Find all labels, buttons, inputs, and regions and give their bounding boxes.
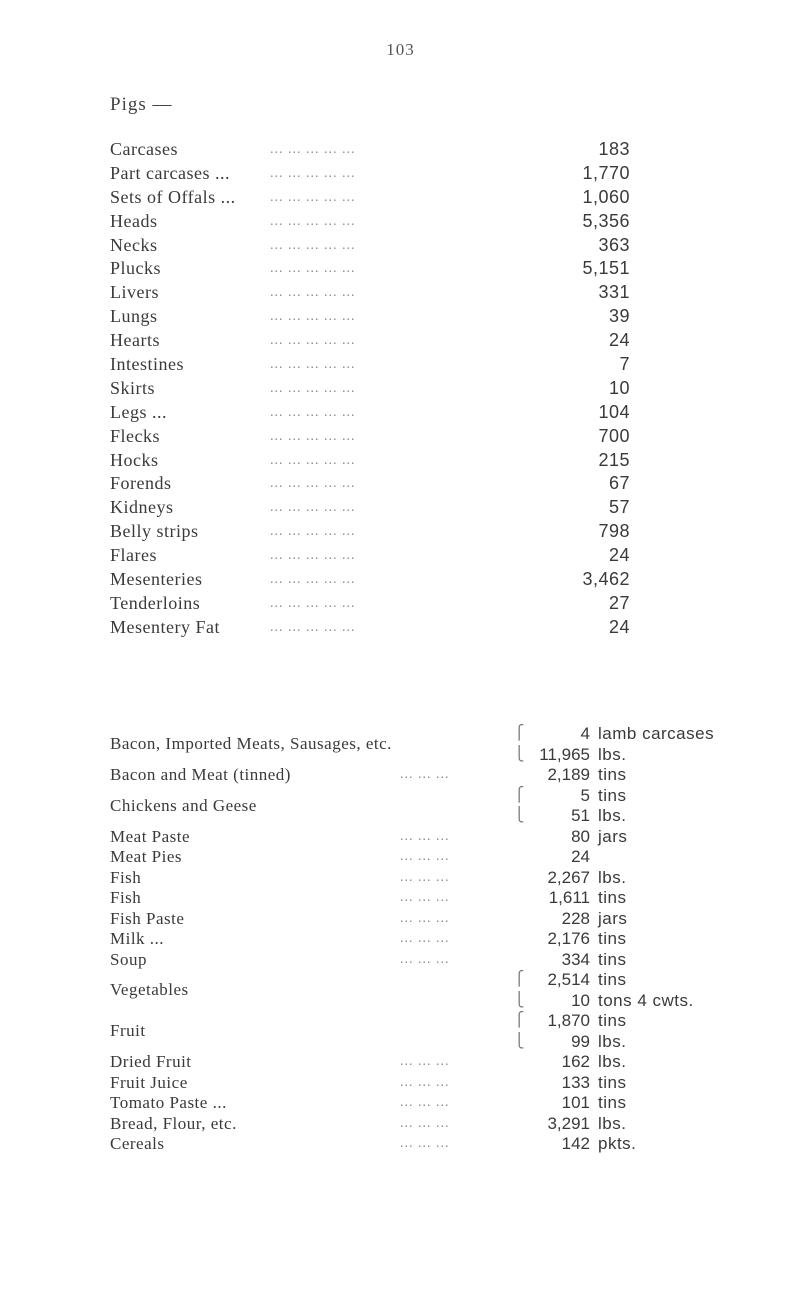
misc-row	[110, 1134, 800, 1155]
item-count: 39	[608, 306, 630, 327]
item-label: Soup	[110, 949, 147, 969]
item-count: 5,356	[582, 210, 630, 231]
dot-leader: ... ... ... ... ...	[270, 165, 356, 181]
misc-row	[110, 1093, 800, 1114]
item-label: Cereals	[110, 1134, 165, 1153]
pigs-row	[110, 568, 630, 592]
item-unit: tons 4 cwts.	[598, 990, 694, 1010]
dot-leader: ... ... ... ... ...	[270, 524, 356, 540]
misc-table	[110, 724, 800, 1155]
item-count: 67	[608, 473, 630, 494]
brace-mark: ⎩	[514, 1033, 525, 1049]
item-label: Tomato Paste ...	[110, 1093, 227, 1112]
dot-leader: ... ... ... ... ...	[270, 619, 356, 635]
dot-leader: ... ... ... ... ...	[270, 595, 356, 611]
dot-leader: ... ... ...	[400, 1074, 450, 1090]
item-label: Carcases	[110, 139, 178, 159]
pigs-row	[110, 592, 630, 616]
dot-leader: ... ... ...	[400, 1095, 450, 1110]
item-unit: lbs.	[598, 1052, 627, 1071]
item-count: 24	[608, 330, 630, 351]
misc-row	[110, 909, 800, 930]
item-unit: tins	[598, 929, 627, 948]
dot-leader: ... ... ... ... ...	[270, 500, 356, 516]
dot-leader: ... ... ...	[400, 890, 450, 905]
misc-row	[110, 970, 800, 1011]
item-label: Plucks	[110, 258, 162, 279]
item-quantity: 4	[580, 724, 590, 743]
item-unit: jars	[598, 826, 628, 846]
pigs-row	[110, 449, 630, 473]
dot-leader: ... ... ... ... ...	[270, 142, 356, 157]
misc-row	[110, 827, 800, 848]
item-label: Lungs	[110, 306, 158, 327]
pigs-row	[110, 401, 630, 425]
item-count: 798	[598, 521, 630, 542]
misc-row	[110, 1073, 800, 1094]
brace-mark: ⎩	[514, 746, 525, 762]
item-quantity: 101	[561, 1093, 590, 1112]
dot-leader: ... ... ...	[400, 931, 450, 946]
item-label: Bacon, Imported Meats, Sausages, etc.	[110, 734, 392, 754]
item-label: Milk ...	[110, 929, 165, 948]
item-label: Flecks	[110, 425, 160, 446]
misc-row	[110, 929, 800, 950]
item-unit: tins	[598, 765, 627, 784]
item-unit: lbs.	[598, 744, 627, 764]
item-quantity: 334	[561, 949, 590, 969]
misc-row	[110, 1114, 800, 1135]
item-count: 183	[598, 139, 630, 159]
item-unit: tins	[598, 949, 627, 969]
item-count: 5,151	[582, 258, 630, 279]
item-unit: tins	[598, 1072, 627, 1092]
dot-leader: ... ... ...	[400, 828, 450, 844]
item-count: 104	[598, 401, 630, 422]
item-label: Meat Pies	[110, 847, 183, 866]
item-quantity: 51	[571, 806, 590, 825]
item-label: Bread, Flour, etc.	[110, 1113, 237, 1133]
item-count: 27	[608, 592, 630, 613]
dot-leader: ... ... ...	[400, 849, 450, 864]
item-count: 1,770	[582, 162, 630, 183]
pigs-row	[110, 377, 630, 401]
item-quantity: 228	[561, 908, 590, 928]
pigs-row	[110, 425, 630, 449]
item-unit: lamb carcases	[598, 724, 715, 743]
item-label: Fruit	[110, 1021, 146, 1041]
item-label: Fruit Juice	[110, 1072, 188, 1092]
item-count: 10	[608, 377, 630, 398]
item-count: 57	[608, 497, 630, 518]
item-quantity: 11,965	[539, 744, 590, 764]
item-label: Heads	[110, 210, 158, 231]
pigs-row	[110, 210, 630, 234]
item-label: Bacon and Meat (tinned)	[110, 765, 291, 784]
item-unit: tins	[598, 1011, 627, 1030]
pigs-row	[110, 496, 630, 520]
pigs-row	[110, 234, 630, 258]
dot-leader: ... ... ...	[400, 1136, 450, 1151]
item-unit: pkts.	[598, 1134, 637, 1153]
item-quantity: 133	[561, 1072, 590, 1092]
item-quantity: 142	[561, 1134, 590, 1153]
dot-leader: ... ... ...	[400, 869, 450, 885]
item-quantity: 24	[571, 847, 590, 866]
item-label: Chickens and Geese	[110, 795, 257, 815]
brace-mark: ⎩	[514, 992, 525, 1008]
brace-mark: ⎧	[514, 726, 525, 741]
misc-row	[110, 868, 800, 889]
item-quantity: 162	[561, 1052, 590, 1071]
dot-leader: ... ... ... ... ...	[270, 548, 356, 564]
dot-leader: ... ... ... ... ...	[270, 333, 356, 349]
item-unit: tins	[598, 785, 627, 805]
item-count: 3,462	[582, 569, 630, 590]
dot-leader: ... ... ...	[400, 910, 450, 926]
item-unit: tins	[598, 888, 627, 907]
item-label: Livers	[110, 282, 159, 303]
item-quantity: 1,870	[547, 1011, 590, 1030]
misc-row	[110, 724, 800, 765]
dot-leader: ... ... ...	[400, 1054, 450, 1069]
pigs-row	[110, 472, 630, 496]
item-quantity: 2,514	[547, 970, 590, 989]
item-label: Fish	[110, 867, 142, 887]
item-label: Skirts	[110, 377, 156, 398]
item-count: 24	[608, 616, 630, 637]
pigs-row	[110, 162, 630, 186]
item-label: Sets of Offals ...	[110, 186, 236, 207]
dot-leader: ... ... ... ... ...	[270, 380, 356, 396]
misc-row	[110, 765, 800, 786]
item-count: 215	[598, 449, 630, 470]
dot-leader: ... ... ... ... ...	[270, 452, 356, 468]
item-quantity: 2,189	[547, 765, 590, 784]
pigs-row	[110, 138, 630, 162]
item-count: 1,060	[582, 186, 630, 207]
pigs-row	[110, 305, 630, 329]
item-quantity: 2,176	[547, 929, 590, 948]
item-quantity: 10	[571, 990, 590, 1010]
section-heading: Pigs —	[110, 94, 173, 115]
dot-leader: ... ... ...	[400, 951, 450, 967]
item-unit: tins	[598, 970, 627, 989]
item-count: 700	[598, 425, 630, 446]
misc-row	[110, 786, 800, 827]
item-label: Fish	[110, 888, 142, 907]
dot-leader: ... ... ... ... ...	[270, 261, 356, 277]
dot-leader: ... ... ... ... ...	[270, 572, 356, 588]
item-unit: lbs.	[598, 867, 627, 887]
pigs-row	[110, 353, 630, 377]
item-label: Tenderloins	[110, 592, 201, 613]
misc-row	[110, 847, 800, 868]
dot-leader: ... ... ... ... ...	[270, 476, 356, 492]
item-label: Dried Fruit	[110, 1052, 192, 1071]
dot-leader: ... ... ... ... ...	[270, 404, 356, 420]
brace-mark: ⎧	[514, 1013, 525, 1028]
item-label: Mesentery Fat	[110, 616, 220, 637]
item-count: 7	[619, 354, 630, 375]
pigs-row	[110, 186, 630, 210]
item-label: Part carcases ...	[110, 162, 230, 183]
dot-leader: ... ... ... ... ...	[270, 428, 356, 444]
dot-leader: ... ... ... ... ...	[270, 237, 356, 253]
brace-mark: ⎧	[514, 787, 525, 803]
item-quantity: 1,611	[548, 888, 590, 907]
pigs-row	[110, 544, 630, 568]
item-unit: jars	[598, 908, 628, 928]
item-label: Fish Paste	[110, 908, 185, 928]
item-quantity: 2,267	[547, 867, 590, 887]
item-label: Intestines	[110, 354, 184, 375]
pigs-row	[110, 616, 630, 640]
page-number: 103	[386, 40, 415, 59]
brace-mark: ⎩	[514, 808, 525, 823]
dot-leader: ... ... ... ... ...	[270, 189, 356, 205]
dot-leader: ... ... ...	[400, 1115, 450, 1131]
item-label: Necks	[110, 234, 158, 255]
dot-leader: ... ... ... ... ...	[270, 213, 356, 229]
item-count: 363	[598, 234, 630, 255]
dot-leader: ... ... ... ... ...	[270, 357, 356, 373]
item-unit: tins	[598, 1093, 627, 1112]
misc-row	[110, 950, 800, 971]
item-label: Belly strips	[110, 521, 199, 542]
item-label: Vegetables	[110, 980, 189, 1000]
item-label: Mesenteries	[110, 569, 203, 590]
item-label: Hearts	[110, 330, 160, 351]
pigs-table	[110, 138, 630, 640]
dot-leader: ... ... ... ... ...	[270, 285, 356, 301]
item-quantity: 3,291	[547, 1113, 590, 1133]
item-quantity: 5	[580, 785, 590, 805]
pigs-row	[110, 520, 630, 544]
item-quantity: 80	[571, 826, 590, 846]
brace-mark: ⎧	[514, 972, 525, 987]
item-quantity: 99	[571, 1031, 590, 1051]
misc-row	[110, 1052, 800, 1073]
item-unit: lbs.	[598, 806, 627, 825]
item-unit: lbs.	[598, 1113, 627, 1133]
item-label: Forends	[110, 473, 172, 494]
pigs-row	[110, 281, 630, 305]
pigs-row	[110, 257, 630, 281]
dot-leader: ... ... ...	[400, 767, 450, 782]
item-count: 24	[608, 545, 630, 566]
item-label: Hocks	[110, 449, 159, 470]
pigs-row	[110, 329, 630, 353]
item-label: Legs ...	[110, 401, 167, 422]
item-unit: lbs.	[598, 1031, 627, 1051]
dot-leader: ... ... ... ... ...	[270, 309, 356, 325]
misc-row	[110, 888, 800, 909]
item-label: Flares	[110, 545, 157, 566]
item-label: Meat Paste	[110, 826, 191, 846]
item-label: Kidneys	[110, 497, 174, 518]
misc-row	[110, 1011, 800, 1052]
item-count: 331	[598, 282, 630, 303]
